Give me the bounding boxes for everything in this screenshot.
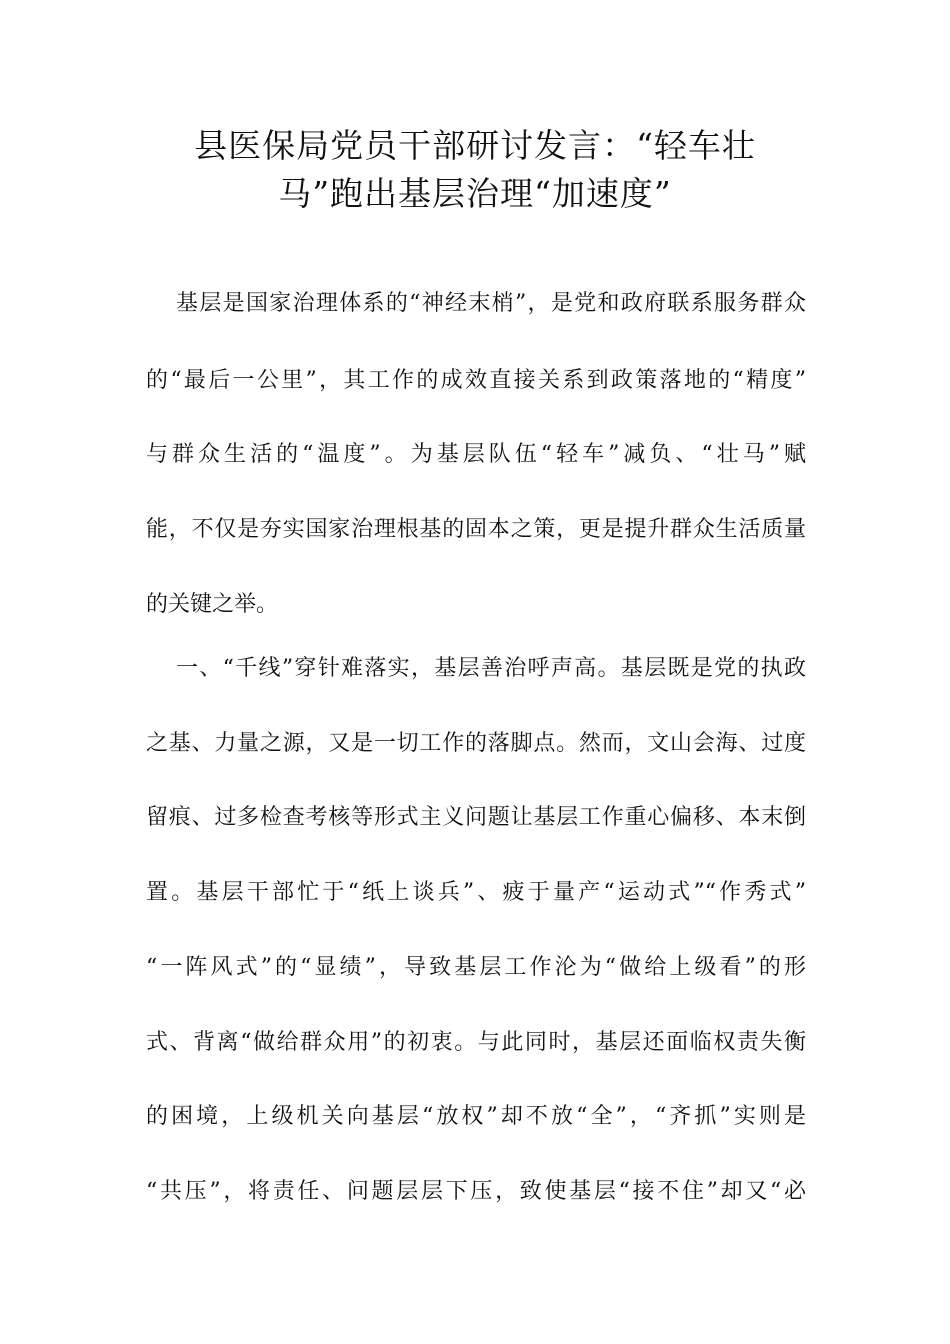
paragraph-line: “一阵风式”的“显绩”，导致基层工作沦为“做给上级看”的形 xyxy=(146,955,806,980)
paragraph-line: 一、“千线”穿针难落实，基层善治呼声高。基层既是党的执政 xyxy=(176,656,806,681)
paragraph-line: 的关键之举。 xyxy=(146,592,279,617)
paragraph-line: 与群众生活的“温度”。为基层队伍“轻车”减负、“壮马”赋 xyxy=(146,442,806,467)
paragraph-line: 留痕、过多检查考核等形式主义问题让基层工作重心偏移、本末倒 xyxy=(146,805,806,830)
paragraph-line: 之基、力量之源，又是一切工作的落脚点。然而，文山会海、过度 xyxy=(146,731,806,756)
paragraph-line: “共压”，将责任、问题层层下压，致使基层“接不住”却又“必 xyxy=(146,1179,806,1204)
paragraph-line: 能，不仅是夯实国家治理根基的固本之策，更是提升群众生活质量 xyxy=(146,517,806,542)
paragraph-line: 式、背离“做给群众用”的初衷。与此同时，基层还面临权责失衡 xyxy=(146,1030,806,1055)
paragraph-line: 基层是国家治理体系的“神经末梢”，是党和政府联系服务群众 xyxy=(176,291,806,316)
document-title-line-1: 县医保局党员干部研讨发言：“轻车壮 xyxy=(194,126,756,165)
paragraph-line: 的困境，上级机关向基层“放权”却不放“全”，“齐抓”实则是 xyxy=(146,1104,806,1129)
paragraph-line: 置。基层干部忙于“纸上谈兵”、疲于量产“运动式”“作秀式” xyxy=(146,880,806,905)
paragraph-line: 的“最后一公里”，其工作的成效直接关系到政策落地的“精度” xyxy=(146,368,806,393)
document-title-line-2: 马”跑出基层治理“加速度” xyxy=(278,174,672,213)
